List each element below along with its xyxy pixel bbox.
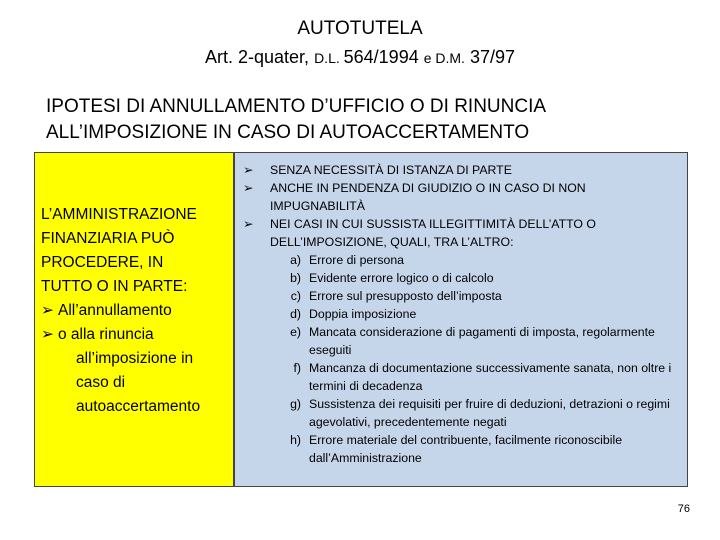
list-item-text: Evidente errore logico o di calcolo bbox=[309, 271, 494, 285]
right-bullet-1-text: SENZA NECESSITÀ DI ISTANZA DI PARTE bbox=[270, 163, 512, 177]
list-item bbox=[279, 395, 683, 431]
subtitle-dm-number: 37/97 bbox=[464, 47, 515, 67]
left-summary-box bbox=[34, 152, 234, 487]
left-summary-text bbox=[41, 203, 233, 419]
right-detail-text bbox=[243, 161, 683, 467]
right-bullet-3 bbox=[243, 215, 683, 251]
list-item-label: f) bbox=[293, 361, 301, 375]
left-bullet-2-cont-1: all’imposizione in bbox=[76, 350, 194, 367]
list-item-text: Errore materiale del contribuente, facilmente riconoscibile dall’Amministrazione bbox=[309, 433, 623, 465]
subtitle-dm: e D.M. bbox=[423, 50, 465, 66]
arrow-bullet-icon: ➢ bbox=[243, 163, 254, 177]
left-line-1: L’AMMINISTRAZIONE bbox=[41, 206, 197, 223]
right-bullet-2-text: ANCHE IN PENDENZA DI GIUDIZIO O IN CASO DI NON IMPUGNABILITÀ bbox=[270, 181, 586, 213]
list-item-label: h) bbox=[290, 433, 301, 447]
subtitle-dl: D.L. bbox=[314, 50, 344, 66]
right-bullet-2 bbox=[243, 179, 683, 215]
subtitle-dl-number: 564/1994 bbox=[343, 47, 424, 67]
subtitle-article: Art. 2-quater, bbox=[205, 47, 315, 67]
left-bullet-1-text: All’annullamento bbox=[58, 302, 172, 319]
list-item-text: Mancata considerazione di pagamenti di imposta, regolarmente eseguiti bbox=[309, 325, 655, 357]
left-bullet-2 bbox=[41, 323, 233, 347]
list-item-label: c) bbox=[290, 289, 301, 303]
list-item-text: Mancanza di documentazione successivamente sanata, non oltre i termini di decadenza bbox=[309, 361, 672, 393]
arrow-bullet-icon: ➢ bbox=[41, 302, 54, 319]
list-item bbox=[279, 431, 683, 467]
list-item-label: d) bbox=[290, 307, 301, 321]
list-item-label: g) bbox=[290, 397, 301, 411]
list-item-label: e) bbox=[290, 325, 301, 339]
list-item bbox=[279, 269, 683, 287]
list-item-text: Doppia imposizione bbox=[309, 307, 417, 321]
list-item-text: Sussistenza dei requisiti per fruire di deduzioni, detrazioni o regimi agevolativi, precedentemente negati bbox=[309, 397, 670, 429]
left-line-2: FINANZIARIA PUÒ bbox=[41, 230, 175, 247]
list-item-text: Errore di persona bbox=[309, 253, 405, 267]
left-line-3: PROCEDERE, IN bbox=[41, 254, 164, 271]
list-item-label: a) bbox=[290, 253, 301, 267]
list-item bbox=[279, 305, 683, 323]
left-bullet-1 bbox=[41, 299, 233, 323]
list-item-text: Errore sul presupposto dell’imposta bbox=[309, 289, 502, 303]
left-line-4: TUTTO O IN PARTE: bbox=[41, 278, 188, 295]
list-item bbox=[279, 287, 683, 305]
right-detail-box bbox=[234, 152, 688, 487]
section-heading bbox=[46, 94, 686, 146]
page-title: AUTOTUTELA bbox=[297, 18, 423, 39]
left-bullet-2-cont-2: caso di bbox=[76, 374, 126, 391]
heading-line-2: ALL’IMPOSIZIONE IN CASO DI AUTOACCERTAMENTO bbox=[46, 122, 530, 143]
list-item bbox=[279, 323, 683, 359]
list-item bbox=[279, 359, 683, 395]
arrow-bullet-icon: ➢ bbox=[243, 217, 254, 231]
right-bullet-3-text: NEI CASI IN CUI SUSSISTA ILLEGITTIMITÀ DELL’ATTO O DELL’IMPOSIZIONE, QUALI, TRA L’ALTRO: bbox=[270, 217, 596, 249]
right-bullet-1 bbox=[243, 161, 683, 179]
page-number: 76 bbox=[677, 503, 690, 515]
arrow-bullet-icon: ➢ bbox=[41, 326, 54, 343]
list-item-label: b) bbox=[290, 271, 301, 285]
subtitle bbox=[0, 47, 720, 68]
left-bullet-2-text: o alla rinuncia bbox=[58, 326, 154, 343]
heading-line-1: IPOTESI DI ANNULLAMENTO D’UFFICIO O DI RINUNCIA bbox=[46, 96, 547, 117]
left-bullet-2-cont-3: autoaccertamento bbox=[76, 398, 201, 415]
list-item bbox=[279, 251, 683, 269]
arrow-bullet-icon: ➢ bbox=[243, 181, 254, 195]
